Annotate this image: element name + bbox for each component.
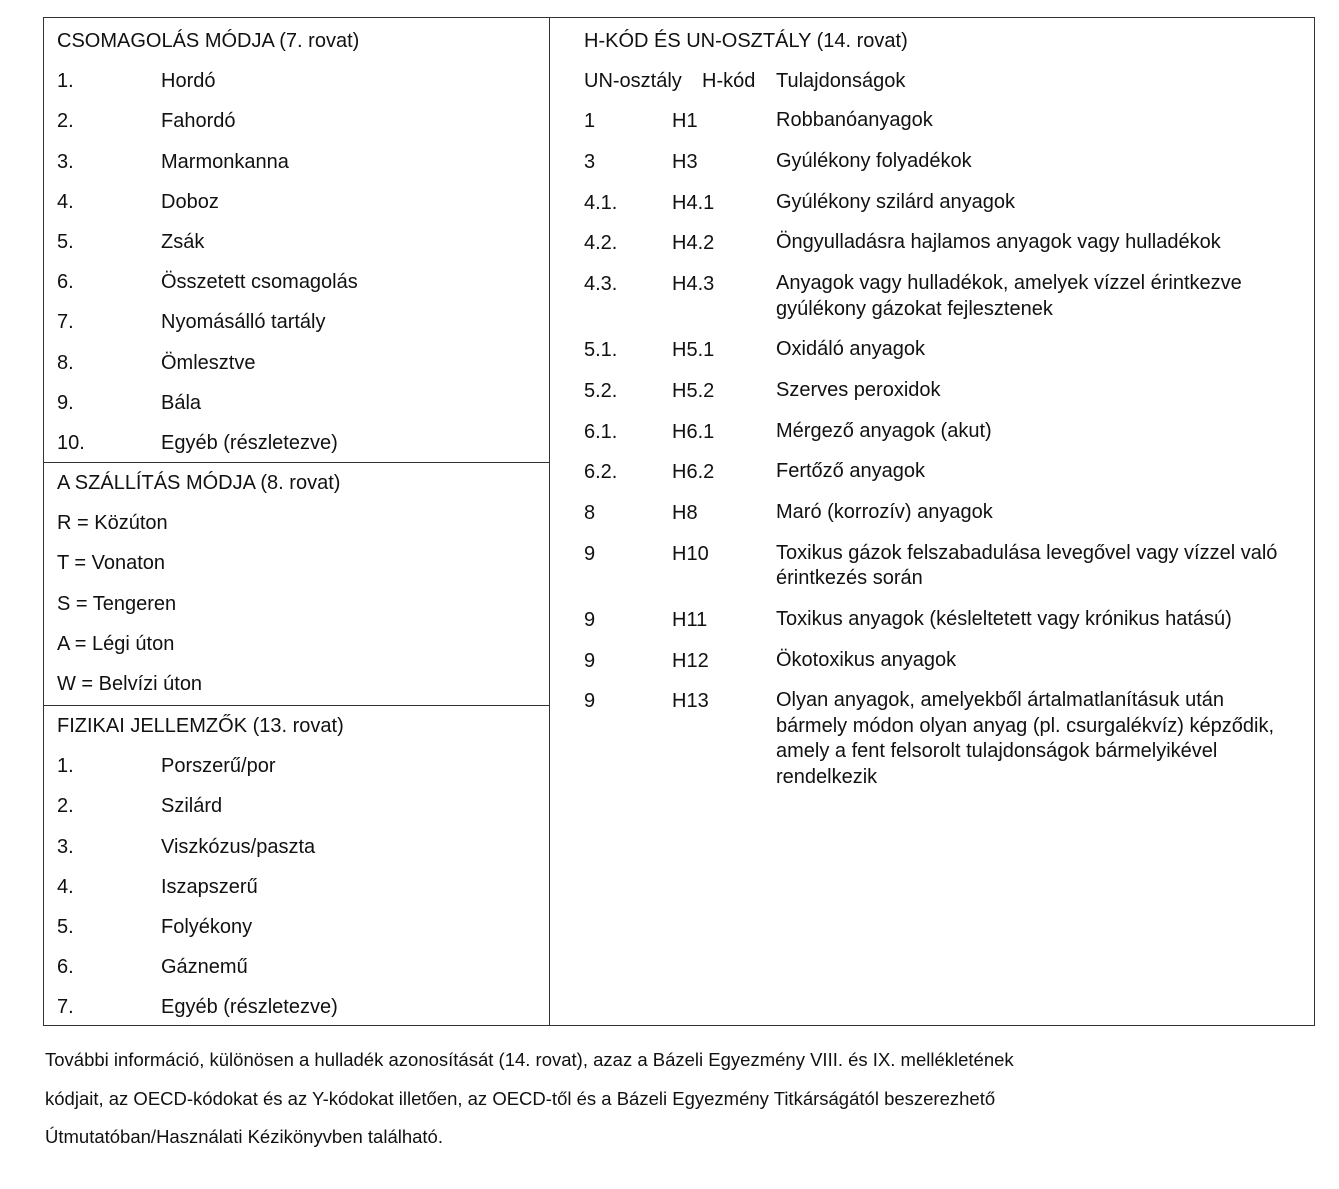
un-class-cell: 1 bbox=[584, 110, 596, 133]
un-class-cell: 6.2. bbox=[584, 461, 618, 484]
item-label: Gáznemű bbox=[161, 956, 248, 979]
item-label: Viszkózus/paszta bbox=[161, 835, 316, 858]
list-item bbox=[57, 351, 549, 391]
item-number: 2. bbox=[57, 110, 74, 133]
property-cell: Gyúlékony szilárd anyagok bbox=[776, 190, 1016, 213]
h-code-cell: H3 bbox=[672, 151, 698, 174]
table-row bbox=[584, 689, 1314, 790]
list-item bbox=[57, 754, 549, 794]
header-h-code: H-kód bbox=[702, 70, 756, 93]
item-label: Marmonkanna bbox=[161, 150, 289, 173]
list-item bbox=[57, 875, 549, 915]
footer-line: Útmutatóban/Használati Kézikönyvben található. bbox=[45, 1126, 443, 1147]
h-code-cell: H10 bbox=[672, 542, 709, 565]
un-class-cell: 4.3. bbox=[584, 273, 618, 296]
h-code-cell: H4.1 bbox=[672, 191, 715, 214]
table-row bbox=[584, 109, 1314, 134]
list-item bbox=[57, 69, 549, 109]
list-item bbox=[57, 190, 549, 230]
property-cell: Fertőző anyagok bbox=[776, 460, 925, 483]
item-number: 2. bbox=[57, 795, 74, 818]
un-class-cell: 9 bbox=[584, 690, 596, 713]
list-item bbox=[57, 915, 549, 955]
table-row bbox=[584, 420, 1314, 445]
property-cell: Anyagok vagy hulladékok, amelyek vízzel érintkezve gyúlékony gázokat fejlesztenek bbox=[776, 272, 1242, 320]
property-cell: Robbanóanyagok bbox=[776, 109, 933, 132]
item-label: Zsák bbox=[161, 230, 205, 253]
list-item bbox=[57, 835, 549, 875]
hcode-title: H-KÓD ÉS UN-OSZTÁLY (14. rovat) bbox=[584, 30, 908, 52]
item-number: 4. bbox=[57, 875, 74, 898]
un-class-cell: 9 bbox=[584, 608, 596, 631]
table-row bbox=[584, 542, 1314, 592]
item-label: Porszerű/por bbox=[161, 755, 276, 778]
physical-section bbox=[44, 705, 549, 1036]
table-row bbox=[584, 231, 1314, 256]
table-row bbox=[584, 272, 1314, 322]
item-number: 8. bbox=[57, 351, 74, 374]
item-number: 6. bbox=[57, 956, 74, 979]
un-class-cell: 5.2. bbox=[584, 380, 618, 402]
footer-note bbox=[45, 1041, 1245, 1157]
item-number: 1. bbox=[57, 755, 74, 778]
list-item: W = Belvízi úton bbox=[57, 672, 203, 695]
item-number: 7. bbox=[57, 311, 74, 334]
table-row bbox=[584, 379, 1314, 404]
item-number: 10. bbox=[57, 431, 85, 454]
item-number: 3. bbox=[57, 150, 74, 173]
packaging-title: CSOMAGOLÁS MÓDJA (7. rovat) bbox=[57, 30, 360, 52]
property-cell: Olyan anyagok, amelyekből ártalmatlanításuk után bármely módon olyan anyag (pl. csurgalékvíz) képződik, amely a fent felsorolt tulajdonságok bármelyikével rendelkezik bbox=[776, 689, 1275, 788]
header-property: Tulajdonságok bbox=[776, 70, 906, 93]
list-item bbox=[57, 150, 549, 190]
h-code-cell: H6.2 bbox=[672, 461, 715, 484]
list-item bbox=[57, 270, 549, 310]
transport-title: A SZÁLLÍTÁS MÓDJA (8. rovat) bbox=[57, 472, 341, 494]
item-label: Ömlesztve bbox=[161, 351, 256, 374]
h-code-cell: H4.3 bbox=[672, 273, 715, 296]
table-row bbox=[584, 191, 1314, 216]
item-number: 9. bbox=[57, 391, 74, 414]
list-item bbox=[57, 109, 549, 149]
h-code-cell: H11 bbox=[672, 608, 708, 631]
un-class-cell: 9 bbox=[584, 542, 596, 565]
property-cell: Toxikus gázok felszabadulása levegővel vagy vízzel való érintkezés során bbox=[776, 541, 1278, 590]
h-code-cell: H4.2 bbox=[672, 232, 715, 255]
list-item bbox=[57, 230, 549, 270]
item-number: 7. bbox=[57, 996, 74, 1019]
table-row bbox=[584, 460, 1314, 485]
list-item: S = Tengeren bbox=[57, 592, 177, 615]
list-item: A = Légi úton bbox=[57, 632, 175, 655]
un-class-cell: 9 bbox=[584, 649, 596, 672]
h-code-cell: H13 bbox=[672, 690, 709, 713]
list-item: R = Közúton bbox=[57, 512, 168, 535]
item-label: Egyéb (részletezve) bbox=[161, 431, 338, 454]
property-cell: Öngyulladásra hajlamos anyagok vagy hulladékok bbox=[776, 231, 1221, 254]
h-code-cell: H5.2 bbox=[672, 380, 715, 402]
codes-table bbox=[43, 17, 1315, 1026]
h-code-cell: H8 bbox=[672, 502, 698, 525]
item-label: Összetett csomagolás bbox=[161, 271, 358, 294]
item-label: Fahordó bbox=[161, 110, 236, 133]
item-label: Folyékony bbox=[161, 915, 253, 938]
item-number: 5. bbox=[57, 915, 74, 938]
item-label: Hordó bbox=[161, 70, 216, 93]
item-label: Iszapszerű bbox=[161, 875, 258, 898]
item-label: Egyéb (részletezve) bbox=[161, 996, 338, 1019]
property-cell: Mérgező anyagok (akut) bbox=[776, 419, 992, 442]
item-label: Nyomásálló tartály bbox=[161, 311, 326, 334]
list-item bbox=[57, 995, 549, 1035]
h-code-cell: H12 bbox=[672, 649, 709, 672]
un-class-cell: 8 bbox=[584, 502, 596, 525]
property-cell: Ökotoxikus anyagok bbox=[776, 648, 957, 671]
table-row bbox=[584, 608, 1314, 633]
list-item bbox=[57, 391, 549, 431]
item-number: 5. bbox=[57, 230, 74, 253]
packaging-section bbox=[44, 18, 549, 462]
list-item bbox=[57, 955, 549, 995]
hcode-section bbox=[550, 18, 1314, 1025]
left-column bbox=[44, 18, 550, 1025]
item-number: 4. bbox=[57, 190, 74, 213]
physical-title: FIZIKAI JELLEMZŐK (13. rovat) bbox=[57, 715, 344, 737]
un-class-cell: 4.1. bbox=[584, 191, 618, 214]
h-code-cell: H6.1 bbox=[672, 420, 715, 443]
h-code-cell: H1 bbox=[672, 110, 698, 133]
property-cell: Szerves peroxidok bbox=[776, 379, 941, 401]
un-class-cell: 5.1. bbox=[584, 339, 618, 362]
table-header bbox=[584, 69, 1314, 109]
list-item bbox=[57, 794, 549, 834]
item-label: Doboz bbox=[161, 190, 219, 213]
table-row bbox=[584, 338, 1314, 363]
table-row bbox=[584, 501, 1314, 526]
un-class-cell: 6.1. bbox=[584, 420, 618, 443]
property-cell: Gyúlékony folyadékok bbox=[776, 150, 972, 173]
property-cell: Oxidáló anyagok bbox=[776, 338, 925, 361]
list-item: T = Vonaton bbox=[57, 552, 166, 575]
h-code-cell: H5.1 bbox=[672, 339, 715, 362]
table-row bbox=[584, 649, 1314, 674]
item-number: 3. bbox=[57, 835, 74, 858]
footer-line: kódjait, az OECD-kódokat és az Y-kódokat illetően, az OECD-től és a Bázeli Egyezmény Titkárságától beszerezhető bbox=[45, 1087, 996, 1109]
un-class-cell: 3 bbox=[584, 151, 596, 174]
list-item bbox=[57, 310, 549, 350]
footer-line: További információ, különösen a hulladék azonosítását (14. rovat), azaz a Bázeli Egyezmény VIII. és IX. mellékletének bbox=[45, 1049, 1014, 1070]
header-un-class: UN-osztály bbox=[584, 70, 682, 93]
transport-section bbox=[44, 462, 549, 705]
un-class-cell: 4.2. bbox=[584, 232, 618, 255]
property-cell: Maró (korrozív) anyagok bbox=[776, 501, 993, 524]
property-cell: Toxikus anyagok (késleltetett vagy krónikus hatású) bbox=[776, 607, 1232, 630]
item-label: Bála bbox=[161, 391, 202, 414]
table-row bbox=[584, 150, 1314, 175]
item-label: Szilárd bbox=[161, 795, 223, 818]
item-number: 1. bbox=[57, 70, 74, 93]
item-number: 6. bbox=[57, 271, 74, 294]
